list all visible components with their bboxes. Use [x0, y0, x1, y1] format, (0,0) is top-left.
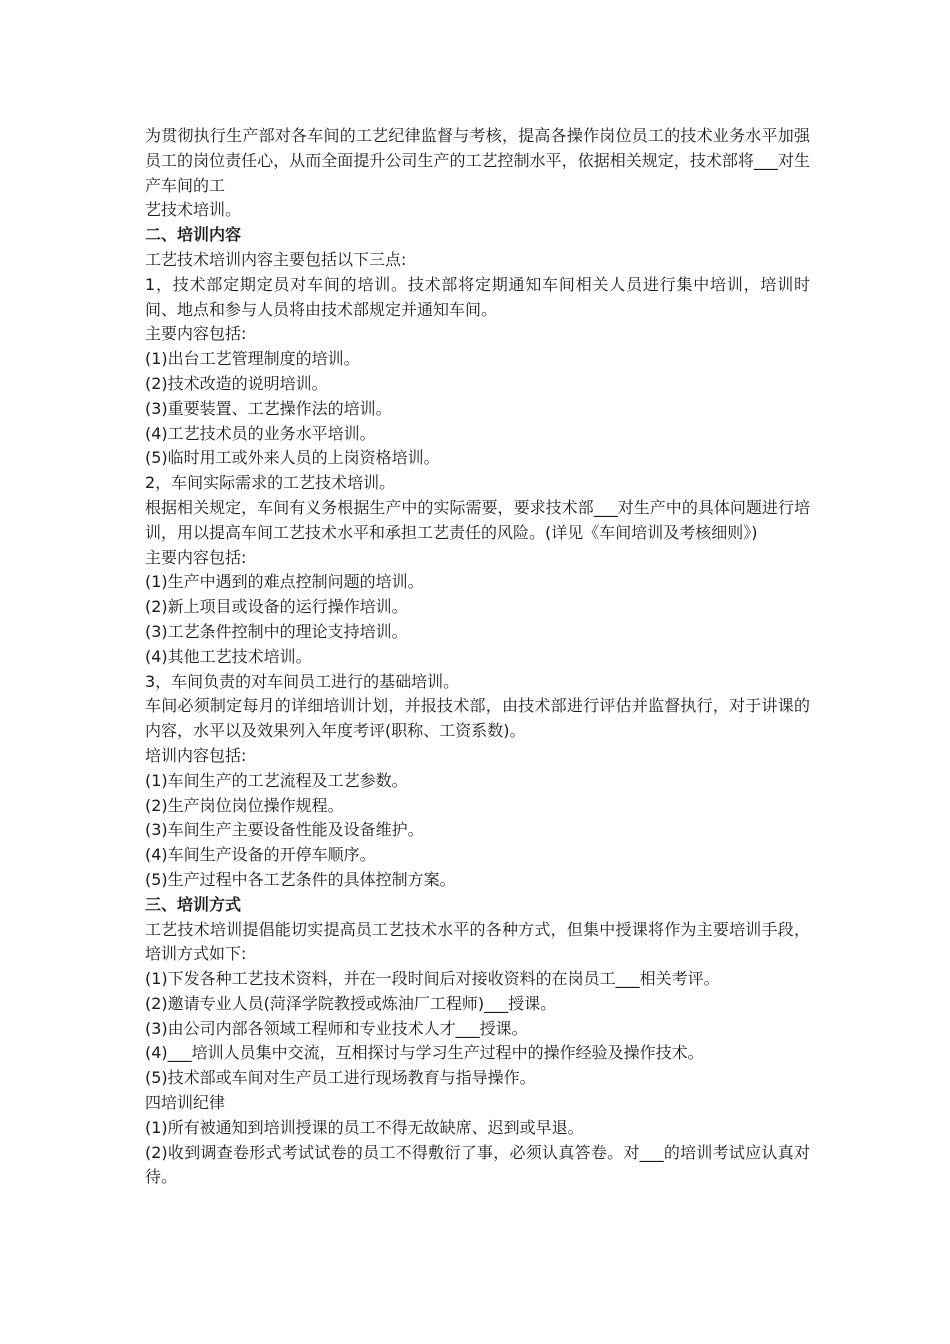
document-body	[145, 124, 810, 1190]
point-3-description: 车间必须制定每月的详细培训计划，并报技术部，由技术部进行评估并监督执行，对于讲课的内容，水平以及效果列入年度考评(职称、工资系数)。	[145, 696, 810, 741]
list-item: (2)收到调查卷形式考试试卷的员工不得敷衍了事，必须认真答卷。对___的培训考试应认真对待。	[145, 1142, 810, 1187]
list-item: (2)新上项目或设备的运行操作培训。	[145, 597, 408, 617]
point-1: 1，技术部定期定员对车间的培训。技术部将定期通知车间相关人员进行集中培训，培训时间、地点和参与人员将由技术部规定并通知车间。	[145, 274, 810, 319]
list-item: (1)下发各种工艺技术资料，并在一段时间后对接收资料的在岗员工___相关考评。	[145, 969, 720, 989]
list-item: (3)车间生产主要设备性能及设备维护。	[145, 820, 424, 840]
list-item: (3)重要装置、工艺操作法的培训。	[145, 398, 392, 418]
list-item: (1)生产中遇到的难点控制问题的培训。	[145, 572, 424, 592]
list-item: (5)技术部或车间对生产员工进行现场教育与指导操作。	[145, 1068, 536, 1088]
section-heading-training-discipline: 四培训纪律	[145, 1093, 226, 1113]
point-2: 2，车间实际需求的工艺技术培训。	[145, 473, 396, 493]
section-heading-training-content: 二、培训内容	[145, 225, 242, 245]
list-item: (4)工艺技术员的业务水平培训。	[145, 423, 376, 443]
intro-paragraph: 为贯彻执行生产部对各车间的工艺纪律监督与考核，提高各操作岗位员工的技术业务水平加强员工的岗位责任心，从而全面提升公司生产的工艺控制水平，依据相关规定，技术部将___对生产车间的工	[145, 126, 810, 195]
list-item: (3)由公司内部各领域工程师和专业技术人才___授课。	[145, 1018, 528, 1038]
intro-paragraph-continued: 艺技术培训。	[145, 200, 242, 220]
section-intro: 工艺技术培训提倡能切实提高员工艺技术水平的各种方式，但集中授课将作为主要培训手段，培训方式如下:	[145, 919, 810, 964]
list-item: (1)所有被通知到培训授课的员工不得无故缺席、迟到或早退。	[145, 1117, 584, 1137]
list-item: (4)车间生产设备的开停车顺序。	[145, 845, 376, 865]
point-2-main-label: 主要内容包括:	[145, 547, 247, 567]
list-item: (1)车间生产的工艺流程及工艺参数。	[145, 770, 408, 790]
list-item: (4)___培训人员集中交流，互相探讨与学习生产过程中的操作经验及操作技术。	[145, 1043, 704, 1063]
list-item: (2)邀请专业人员(菏泽学院教授或炼油厂工程师)___授课。	[145, 993, 557, 1013]
section-intro: 工艺技术培训内容主要包括以下三点:	[145, 249, 407, 269]
list-item: (3)工艺条件控制中的理论支持培训。	[145, 621, 408, 641]
point-1-main-label: 主要内容包括:	[145, 324, 247, 344]
list-item: (2)技术改造的说明培训。	[145, 373, 328, 393]
list-item: (4)其他工艺技术培训。	[145, 646, 312, 666]
section-heading-training-methods: 三、培训方式	[145, 894, 242, 914]
point-2-description: 根据相关规定，车间有义务根据生产中的实际需要，要求技术部___对生产中的具体问题进行培训，用以提高车间工艺技术水平和承担工艺责任的风险。(详见《车间培训及考核细则》)	[145, 497, 810, 542]
point-3: 3，车间负责的对车间员工进行的基础培训。	[145, 671, 460, 691]
list-item: (1)出台工艺管理制度的培训。	[145, 349, 360, 369]
list-item: (2)生产岗位岗位操作规程。	[145, 795, 344, 815]
list-item: (5)临时用工或外来人员的上岗资格培训。	[145, 448, 440, 468]
list-item: (5)生产过程中各工艺条件的具体控制方案。	[145, 869, 456, 889]
point-3-main-label: 培训内容包括:	[145, 745, 247, 765]
